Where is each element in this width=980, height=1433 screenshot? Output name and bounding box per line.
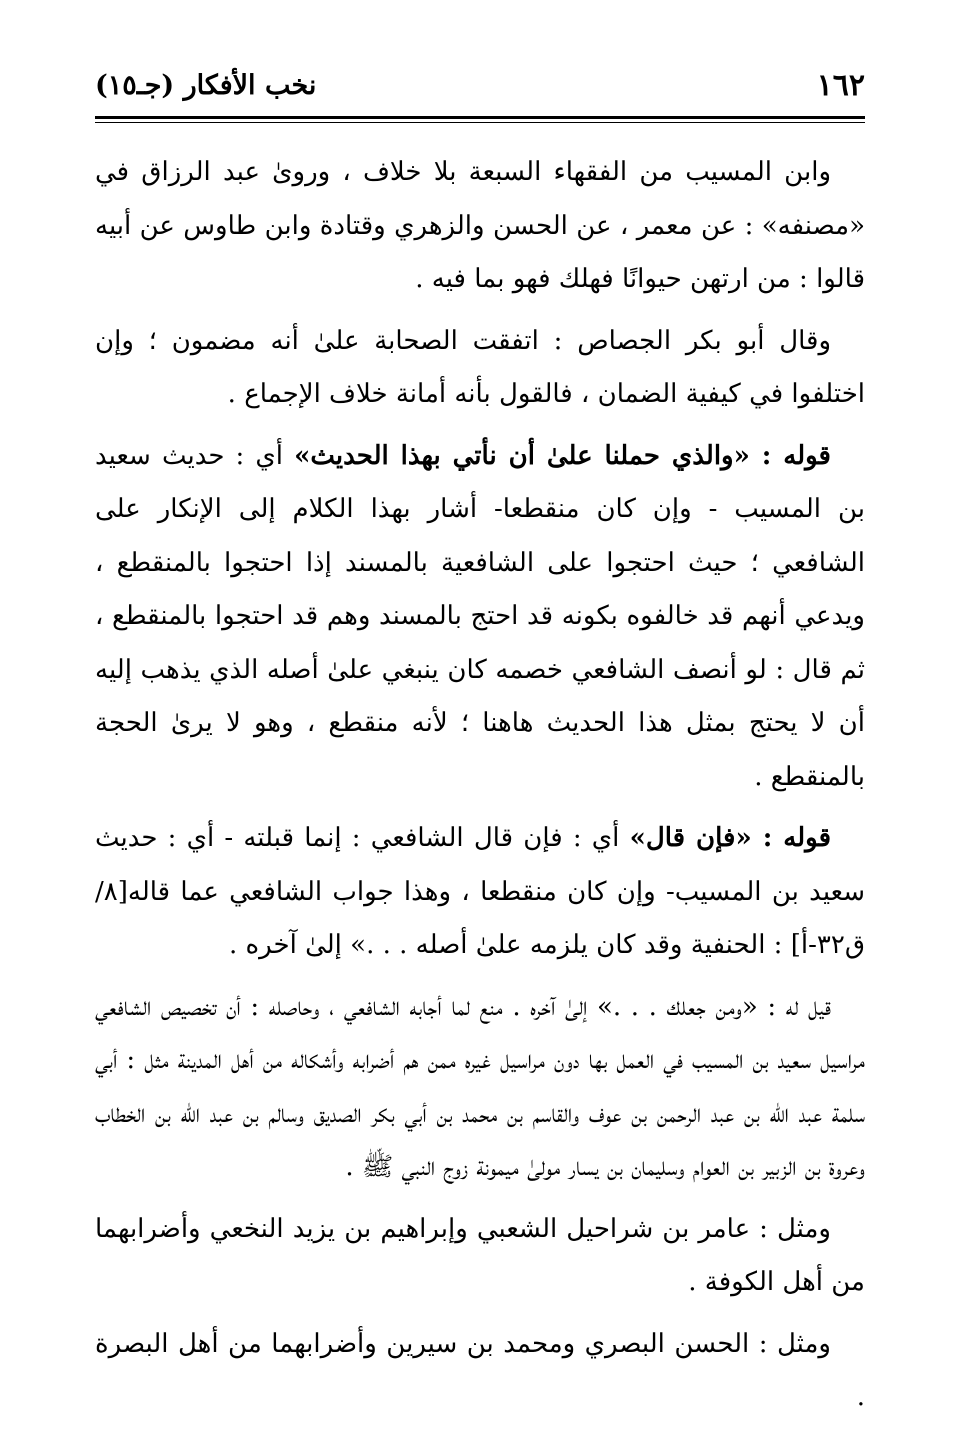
paragraph-3 (95, 430, 865, 805)
paragraph-2 (95, 315, 865, 422)
paragraph-lead: قوله : «فإن قال» (629, 823, 831, 853)
header-rule-thick (95, 116, 865, 119)
paragraph-text: ومثل : الحسن البصري ومحمد بن سيرين وأضرابهما من أهل البصرة . (95, 1328, 865, 1412)
paragraph-text: وابن المسيب من الفقهاء السبعة بلا خلاف ، وروىٰ عبد الرزاق في «مصنفه» : عن معمر ، عن الحسن والزهري وقتادة وابن طاوس عن أبيه قالوا : من ارتهن حيوانًا فهلك فهو بما فيه . (95, 157, 865, 294)
body-text (95, 146, 865, 1433)
paragraph-text: قيل له : «ومن جعلك . . .» إلىٰ آخره . منع لما أجابه الشافعي ، وحاصله : أن تخصيص الشافعي مراسيل سعيد بن المسيب في العمل بها دون مراسيل غيره ممن هم أضرابه وأشكاله من أهل المدينة مثل : أبي سلمة عبد الله بن عبد الرحمن بن عوف والقاسم بن محمد بن أبي بكر الصديق وسالم بن عبد الله بن الخطاب وعروة بن الزبير بن العوام وسليمان بن يسار مولىٰ ميمونة زوج النبي ﷺ . (95, 991, 865, 1182)
paragraph-5 (95, 981, 865, 1195)
page-header (95, 62, 865, 114)
header-rule-thin (95, 122, 865, 123)
running-title: نخب الأفكار (جـ١٥) (95, 70, 317, 101)
book-page (95, 62, 865, 1412)
page-number: ١٦٢ (816, 68, 865, 103)
paragraph-7 (95, 1318, 865, 1425)
paragraph-text: أي : حديث سعيد بن المسيب - وإن كان منقطعا- أشار بهذا الكلام إلى الإنكار على الشافعي ؛ حيث احتجوا على الشافعية بالمسند إذا احتجوا بالمنقطع ، ويدعي أنهم قد خالفوه بكونه قد احتج بالمسند وهم قد احتجوا بالمنقطع ، ثم قال : لو أنصف الشافعي خصمه كان ينبغي علىٰ أصله الذي يذهب إليه أن لا يحتج بمثل هذا الحديث هاهنا ؛ لأنه منقطع ، وهو لا يرىٰ الحجة بالمنقطع . (95, 440, 865, 792)
paragraph-4 (95, 812, 865, 973)
paragraph-1 (95, 146, 865, 307)
paragraph-text: ومثل : عامر بن شراحيل الشعبي وإبراهيم بن يزيد النخعي وأضرابهما من أهل الكوفة . (95, 1213, 865, 1297)
paragraph-text: وقال أبو بكر الجصاص : اتفقت الصحابة علىٰ أنه مضمون ؛ وإن اختلفوا في كيفية الضمان ، فالقول بأنه أمانة خلاف الإجماع . (95, 325, 865, 409)
paragraph-text: أي : فإن قال الشافعي : إنما قبلته - أي : حديث سعيد بن المسيب- وإن كان منقطعا ، وهذا جواب الشافعي عما قاله[٨/ ق٣٢-أ] : الحنفية وقد كان يلزمه علىٰ أصله . . .» إلىٰ آخره . (95, 823, 865, 960)
paragraph-6 (95, 1203, 865, 1310)
paragraph-lead: قوله : «والذي حملنا علىٰ أن نأتي بهذا الحديث» (294, 440, 831, 471)
